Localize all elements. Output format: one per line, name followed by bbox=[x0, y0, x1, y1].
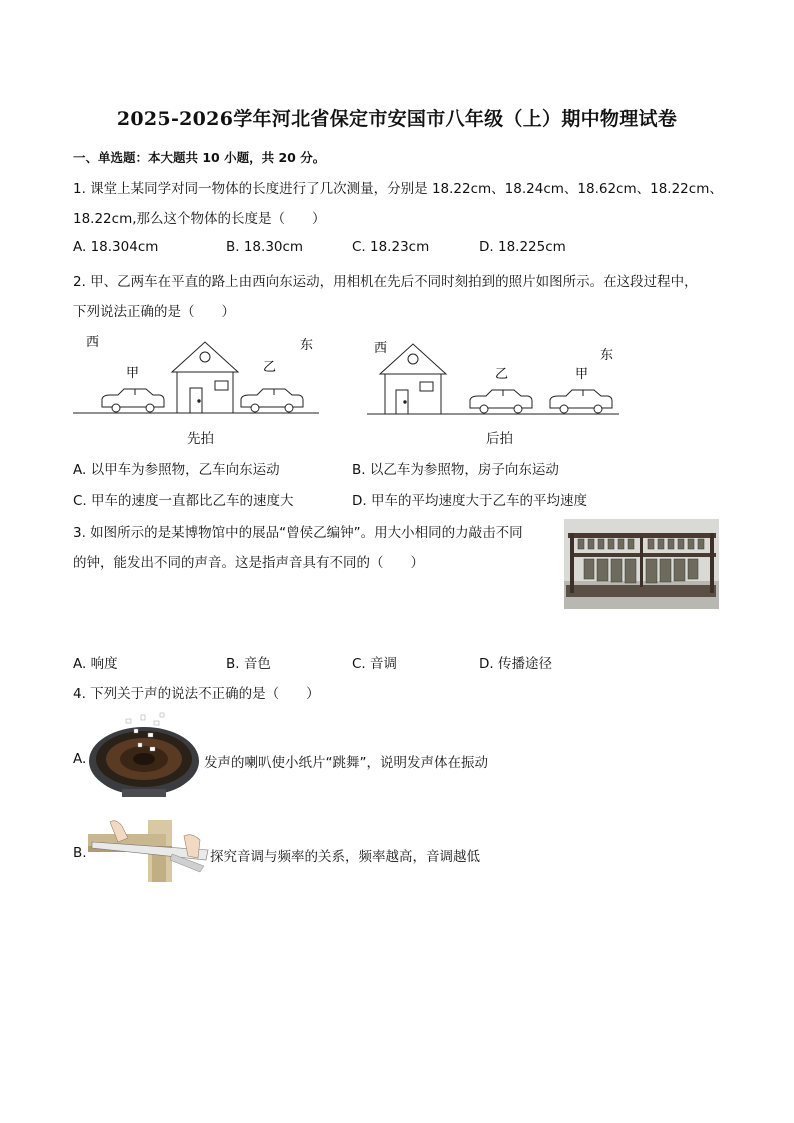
q3-option-a: A. 响度 bbox=[73, 656, 118, 672]
q2-figure-first bbox=[70, 328, 322, 418]
q3-option-b: B. 音色 bbox=[226, 656, 271, 672]
car-b-label: 乙 bbox=[495, 367, 509, 382]
q2-figure-later bbox=[364, 336, 624, 420]
q1-option-b: B. 18.30cm bbox=[226, 239, 304, 255]
q3-option-d: D. 传播途径 bbox=[479, 656, 552, 672]
q2-option-d: D. 甲车的平均速度大于乙车的平均速度 bbox=[352, 493, 587, 509]
house-icon bbox=[172, 342, 238, 413]
house-icon bbox=[380, 344, 446, 414]
car-a-label: 甲 bbox=[126, 366, 140, 381]
car-b-label: 乙 bbox=[263, 360, 277, 375]
speaker-image bbox=[86, 711, 204, 799]
q1-option-a: A. 18.304cm bbox=[73, 239, 159, 255]
q2-stem-line1: 2. 甲、乙两车在平直的路上由西向东运动，用相机在先后不同时刻拍到的照片如图所示。在这段过程中， bbox=[73, 274, 698, 290]
q4-option-b-label: B. bbox=[73, 845, 87, 861]
west-label: 西 bbox=[374, 341, 388, 356]
west-label: 西 bbox=[86, 335, 100, 350]
car-b-icon bbox=[470, 390, 532, 413]
q1-stem-line2: 18.22cm,那么这个物体的长度是（ ） bbox=[73, 211, 326, 227]
q4-option-a-text: 发声的喇叭使小纸片“跳舞”，说明发声体在振动 bbox=[204, 755, 488, 771]
q4-option-a-label: A. bbox=[73, 751, 87, 767]
q1-option-d: D. 18.225cm bbox=[479, 239, 566, 255]
car-a-icon bbox=[102, 389, 164, 412]
q2-option-a: A. 以甲车为参照物，乙车向东运动 bbox=[73, 462, 280, 478]
q3-stem-line2: 的钟，能发出不同的声音。这是指声音具有不同的（ ） bbox=[73, 555, 424, 571]
caption-first: 先拍 bbox=[187, 431, 214, 447]
bianzhong-bells-photo bbox=[564, 519, 719, 609]
q2-stem-line2: 下列说法正确的是（ ） bbox=[73, 304, 235, 320]
east-label: 东 bbox=[300, 338, 314, 353]
car-a-label: 甲 bbox=[575, 367, 589, 382]
section-heading: 一、单选题：本大题共 10 小题，共 20 分。 bbox=[73, 150, 326, 165]
ruler-experiment-image bbox=[88, 816, 210, 882]
q3-stem-line1: 3. 如图所示的是某博物馆中的展品“曾侯乙编钟”。用大小相同的力敲击不同 bbox=[73, 525, 523, 541]
car-b-icon bbox=[241, 389, 303, 412]
q1-stem-line1: 1. 课堂上某同学对同一物体的长度进行了几次测量，分别是 18.22cm、18.24cm、18.62cm、18.22cm、 bbox=[73, 181, 723, 197]
car-a-icon bbox=[550, 390, 612, 413]
q2-option-b: B. 以乙车为参照物，房子向东运动 bbox=[352, 462, 559, 478]
q4-stem: 4. 下列关于声的说法不正确的是（ ） bbox=[73, 686, 320, 702]
q4-option-b-text: 探究音调与频率的关系，频率越高，音调越低 bbox=[210, 849, 480, 865]
page-title: 2025-2026学年河北省保定市安国市八年级（上）期中物理试卷 bbox=[116, 108, 678, 130]
q3-option-c: C. 音调 bbox=[352, 656, 398, 672]
caption-later: 后拍 bbox=[486, 431, 513, 447]
q2-option-c: C. 甲车的速度一直都比乙车的速度大 bbox=[73, 493, 294, 509]
q1-option-c: C. 18.23cm bbox=[352, 239, 430, 255]
east-label: 东 bbox=[600, 348, 614, 363]
